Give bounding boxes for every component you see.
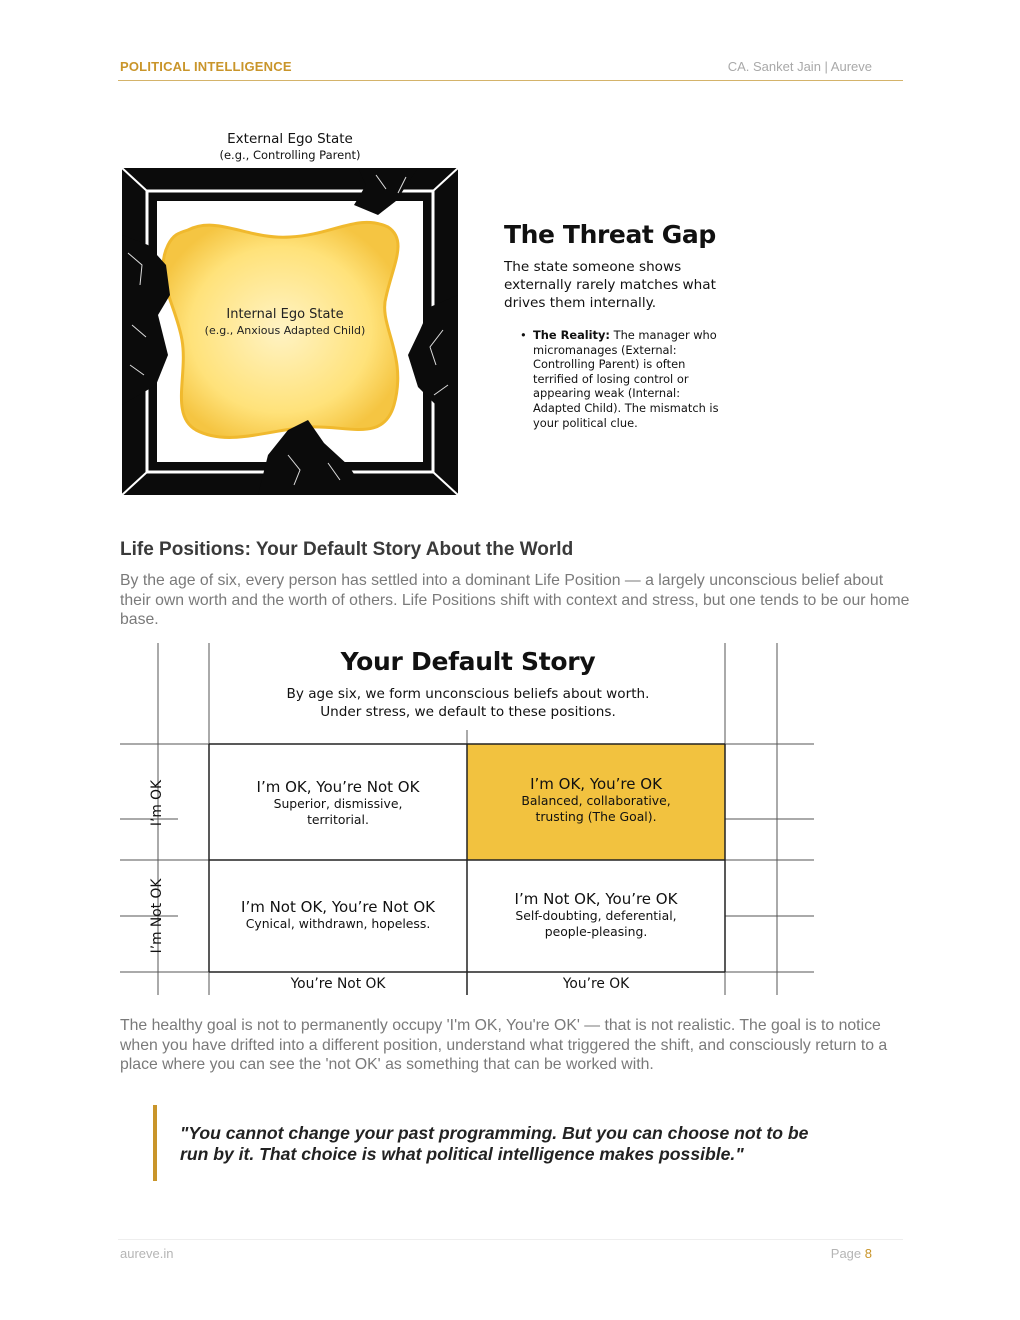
quadrant-description: Self-doubting, deferential, — [515, 908, 677, 923]
bullet-dot-icon: • — [520, 328, 527, 342]
x-axis-label-ok: You’re OK — [562, 976, 630, 992]
header-divider — [118, 80, 903, 81]
quadrant-ok-ok — [467, 775, 725, 825]
quadrant-description: Balanced, collaborative, — [521, 793, 671, 808]
quadrant-description: Superior, dismissive, — [273, 796, 403, 811]
quadrant-title: I’m Not OK, You’re Not OK — [241, 898, 435, 916]
external-ego-example: (e.g., Controlling Parent) — [219, 148, 361, 162]
quadrant-not-ok-not-ok — [209, 898, 467, 932]
default-story-subtitle-line1: By age six, we form unconscious beliefs about worth. — [286, 686, 650, 702]
y-axis-label-not-ok: I’m Not OK — [149, 878, 165, 954]
threat-gap-bullet — [520, 328, 730, 430]
y-axis-label-ok: I’m OK — [149, 779, 165, 827]
quote-line: run by it. That choice is what political intelligence makes possible." — [180, 1144, 744, 1164]
internal-ego-label: Internal Ego State — [226, 307, 344, 322]
quadrant-description: people-pleasing. — [544, 924, 648, 939]
intro-paragraph: By the age of six, every person has settled into a dominant Life Position — a largely unconscious belief about their own worth and the worth of others. Life Positions shift with context and stress, but one tends to be our home base. — [120, 572, 910, 628]
quote-line: "You cannot change your past programming. But you can choose not to be — [180, 1123, 809, 1143]
header-author: CA. Sanket Jain | Aureve — [727, 59, 872, 74]
threat-gap-description: The state someone shows externally rarely matches what drives them internally. — [504, 259, 716, 311]
pull-quote — [180, 1123, 880, 1165]
section-heading: Life Positions: Your Default Story About the World — [120, 539, 574, 560]
page-number: 8 — [864, 1246, 872, 1261]
quadrant-description: territorial. — [307, 812, 369, 827]
x-axis-label-not-ok: You’re Not OK — [290, 976, 386, 992]
bullet-text: The manager who micromanages (External: Controlling Parent) is often terrified of losing control or appearing weak (Internal: Adapted Child). The mismatch is your political clue. — [533, 328, 719, 430]
quadrant-description: Cynical, withdrawn, hopeless. — [245, 916, 431, 931]
footer-page-indicator — [831, 1246, 872, 1261]
threat-gap-title: The Threat Gap — [504, 220, 716, 249]
quadrant-title: I’m Not OK, You’re OK — [514, 890, 678, 908]
quadrant-not-ok-ok — [467, 890, 725, 940]
quadrant-description: trusting (The Goal). — [535, 809, 657, 824]
default-story-subtitle-line2: Under stress, we default to these positions. — [320, 704, 616, 720]
quadrant-title: I’m OK, You’re OK — [530, 775, 662, 793]
external-ego-label: External Ego State — [227, 131, 353, 147]
default-story-title: Your Default Story — [340, 647, 596, 676]
footer-website: aureve.in — [120, 1246, 174, 1261]
quote-accent-bar — [153, 1105, 157, 1181]
healthy-goal-paragraph: The healthy goal is not to permanently occupy 'I'm OK, You're OK' — that is not realistic. The goal is to notice when you have drifted into a different position, understand what triggered the shift, and consciously return to a place where you can see the 'not OK' as something that can be worked with. — [120, 1017, 888, 1073]
footer-divider — [118, 1239, 903, 1240]
quadrant-title: I’m OK, You’re Not OK — [256, 778, 420, 796]
header-section-title: POLITICAL INTELLIGENCE — [120, 59, 292, 74]
bullet-label: The Reality: — [533, 328, 610, 342]
page-label: Page — [830, 1246, 865, 1261]
quadrant-ok-not-ok — [209, 778, 467, 828]
internal-ego-example: (e.g., Anxious Adapted Child) — [204, 324, 366, 337]
